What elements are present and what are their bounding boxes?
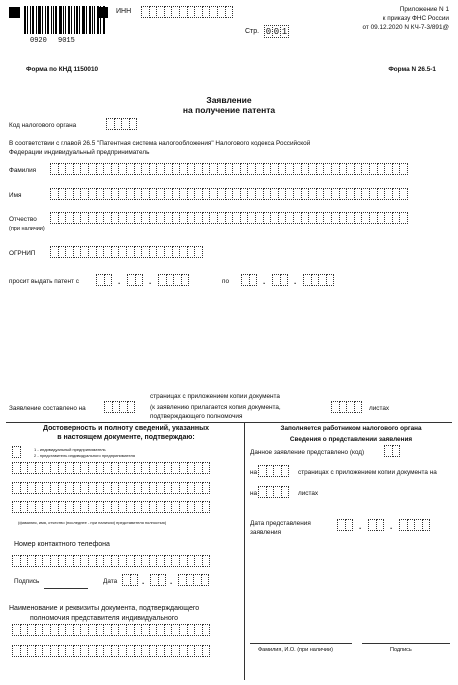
name-label: Имя: [9, 192, 22, 199]
barcode-bar: [30, 6, 31, 34]
barcode-bar: [65, 6, 66, 34]
signature-line-right[interactable]: [362, 643, 450, 644]
page-label: Стр.: [245, 28, 260, 35]
barcode-bar: [68, 6, 70, 34]
fio-line[interactable]: [250, 643, 352, 644]
barcode-bar: [47, 6, 49, 34]
composed-sheets-label: листах: [369, 405, 390, 412]
char-cell[interactable]: [326, 274, 335, 286]
phone-label: Номер контактного телефона: [14, 541, 110, 548]
patronymic-note: (при наличии): [9, 226, 45, 232]
char-cell[interactable]: [129, 118, 138, 130]
date-dot: .: [149, 277, 152, 286]
request-label: просит выдать патент с: [9, 278, 79, 285]
fio-note: (фамилия, имя, отчество (последнее - при наличии) представителя полностью): [18, 520, 167, 525]
barcode-bar: [24, 6, 26, 34]
barcode-number-right: 9015: [58, 37, 75, 45]
surname-label: Фамилия: [9, 167, 37, 174]
date-dot: .: [142, 577, 145, 586]
char-cell[interactable]: [280, 274, 289, 286]
appendix-line2: к приказу ФНС России: [382, 15, 449, 22]
barcode-bar: [55, 6, 57, 34]
barcode-bar: [53, 6, 54, 34]
inn-field[interactable]: [141, 6, 232, 18]
barcode-bar: [27, 6, 28, 34]
char-cell[interactable]: [354, 401, 363, 413]
name-field[interactable]: [50, 188, 407, 200]
signature-line[interactable]: [44, 588, 88, 589]
confirm-date-day[interactable]: [122, 574, 137, 586]
tax-code-field[interactable]: [106, 118, 136, 130]
patronymic-label: Отчество: [9, 216, 37, 223]
form-number: Форма N 26.5-1: [388, 66, 436, 73]
char-cell[interactable]: [399, 188, 408, 200]
barcode-bar: [63, 6, 64, 34]
char-cell[interactable]: [202, 624, 211, 636]
inn-label: ИНН: [116, 8, 132, 15]
surname-field[interactable]: [50, 163, 407, 175]
char-cell[interactable]: [135, 274, 144, 286]
appendix-line1: Приложение N 1: [399, 6, 449, 13]
rep-fio-line1[interactable]: [12, 462, 209, 474]
on-label-2: на: [250, 490, 258, 497]
char-cell[interactable]: [249, 274, 258, 286]
char-cell[interactable]: [281, 486, 290, 498]
composed-label: Заявление составлено на: [9, 405, 86, 412]
char-cell[interactable]: [202, 482, 211, 494]
patent-to-day[interactable]: [241, 274, 256, 286]
submit-date-day[interactable]: [337, 519, 352, 531]
char-cell[interactable]: [201, 574, 210, 586]
barcode: [24, 6, 106, 34]
barcode-bar: [36, 6, 37, 34]
rep-fio-line2[interactable]: [12, 482, 209, 494]
submitted-code-field[interactable]: [384, 445, 399, 457]
ogrnip-field[interactable]: [50, 246, 202, 258]
submitted-label: Данное заявление представлено (код): [250, 449, 365, 456]
signature-label: Подпись: [14, 578, 40, 585]
tax-pages-text: страницах с приложением копии документа на: [298, 469, 437, 476]
submit-date-label1: Дата представления: [250, 520, 311, 527]
barcode-bar: [38, 6, 41, 34]
form-knd: Форма по КНД 1150010: [26, 66, 99, 73]
phone-field[interactable]: [12, 555, 209, 567]
section-divider-vertical: [244, 422, 245, 680]
char-cell[interactable]: [158, 574, 167, 586]
char-cell[interactable]: [181, 274, 190, 286]
confirm-date-year[interactable]: [178, 574, 208, 586]
char-cell[interactable]: [225, 6, 234, 18]
confirm-title2: в настоящем документе, подтверждаю:: [57, 434, 195, 441]
barcode-bar: [71, 6, 72, 34]
composed-attached-text1: (к заявлению прилагается копия документа,: [150, 404, 281, 411]
submit-date-label2: заявления: [250, 529, 282, 536]
appendix-line3: от 09.12.2020 N КЧ-7-3/891@: [362, 24, 449, 31]
option1: 1 - индивидуальный предприниматель: [34, 447, 106, 452]
composed-attached-text2: подтверждающего полномочия: [150, 413, 243, 420]
page-digit-cell[interactable]: 0: [265, 27, 272, 37]
patronymic-field[interactable]: [50, 212, 407, 224]
date-dot: .: [359, 522, 362, 531]
ogrnip-label: ОГРНИП: [9, 250, 36, 257]
patent-from-month[interactable]: [127, 274, 142, 286]
corner-marker: [97, 7, 108, 18]
patent-to-month[interactable]: [272, 274, 287, 286]
barcode-bar: [86, 6, 87, 34]
page-digit-cell[interactable]: 1: [281, 27, 288, 37]
tax-pages-field[interactable]: [258, 465, 288, 477]
char-cell[interactable]: [345, 519, 354, 531]
barcode-bar: [74, 6, 75, 34]
doc-label2: полномочия представителя индивидуального: [30, 615, 179, 622]
submit-date-year[interactable]: [399, 519, 429, 531]
tax-sheets-field[interactable]: [258, 486, 288, 498]
barcode-bar: [82, 6, 85, 34]
confirm-type-field[interactable]: [12, 446, 20, 458]
barcode-bar: [89, 6, 91, 34]
char-cell[interactable]: [399, 212, 408, 224]
char-cell[interactable]: [422, 519, 431, 531]
tax-office-title: Заполняется работником налогового органа: [280, 425, 422, 432]
barcode-bar: [79, 6, 80, 34]
page-number-field[interactable]: [264, 25, 288, 38]
composed-pages-field[interactable]: [104, 401, 134, 413]
date-dot: .: [390, 522, 393, 531]
document-title: Заявление: [206, 95, 252, 105]
page-digit-cell[interactable]: 0: [273, 27, 280, 37]
section-divider: [6, 422, 452, 423]
composed-sheets-field[interactable]: [331, 401, 361, 413]
char-cell[interactable]: [202, 462, 211, 474]
signature-label-right: Подпись: [390, 647, 412, 653]
date-dot: .: [294, 277, 297, 286]
char-cell[interactable]: [127, 401, 136, 413]
patent-from-day[interactable]: [96, 274, 111, 286]
rep-fio-line3[interactable]: [12, 501, 209, 513]
barcode-bar: [94, 6, 95, 34]
intro-line1: В соответствии с главой 26.5 "Патентная система налогообложения" Налогового кодекса Российской: [9, 140, 311, 147]
composed-pages-text: страницах с приложением копии документа: [150, 393, 280, 400]
patent-to-year[interactable]: [303, 274, 333, 286]
document-subtitle: на получение патента: [182, 105, 276, 115]
doc-field-line1[interactable]: [12, 624, 209, 636]
tax-sheets-label: листах: [298, 490, 319, 497]
doc-field-line2[interactable]: [12, 645, 209, 657]
confirm-date-month[interactable]: [150, 574, 165, 586]
char-cell[interactable]: [202, 645, 211, 657]
tax-office-subtitle: Сведения о представлении заявления: [289, 436, 413, 443]
char-cell[interactable]: [130, 574, 139, 586]
corner-marker: [9, 7, 20, 18]
to-label: по: [222, 278, 230, 285]
barcode-bar: [32, 6, 34, 34]
fio-label: Фамилия, И.О. (при наличии): [258, 647, 333, 653]
date-label: Дата: [103, 578, 118, 585]
char-cell[interactable]: [202, 555, 211, 567]
submit-date-month[interactable]: [368, 519, 383, 531]
barcode-bar: [59, 6, 62, 34]
char-cell[interactable]: [202, 501, 211, 513]
barcode-bar: [42, 6, 43, 34]
barcode-bar: [45, 6, 46, 34]
date-dot: .: [170, 577, 173, 586]
char-cell[interactable]: [392, 445, 401, 457]
doc-label1: Наименование и реквизиты документа, подтверждающего: [9, 605, 200, 612]
char-cell[interactable]: [104, 274, 113, 286]
confirm-title1: Достоверность и полноту сведений, указанных: [43, 425, 209, 432]
option2: 2 - представитель индивидуального предпринимателя: [34, 453, 136, 458]
barcode-bar: [92, 6, 93, 34]
char-cell[interactable]: [194, 246, 203, 258]
barcode-bar: [76, 6, 78, 34]
date-dot: .: [118, 277, 121, 286]
char-cell[interactable]: [376, 519, 385, 531]
char-cell[interactable]: [12, 446, 21, 458]
patent-from-year[interactable]: [158, 274, 188, 286]
tax-code-label: Код налогового органа: [9, 122, 77, 129]
barcode-number-left: 0920: [30, 37, 47, 45]
barcode-bar: [51, 6, 52, 34]
on-label: на: [250, 469, 258, 476]
char-cell[interactable]: [281, 465, 290, 477]
intro-line2: Федерации индивидуальный предприниматель: [9, 149, 150, 156]
char-cell[interactable]: [399, 163, 408, 175]
date-dot: .: [263, 277, 266, 286]
